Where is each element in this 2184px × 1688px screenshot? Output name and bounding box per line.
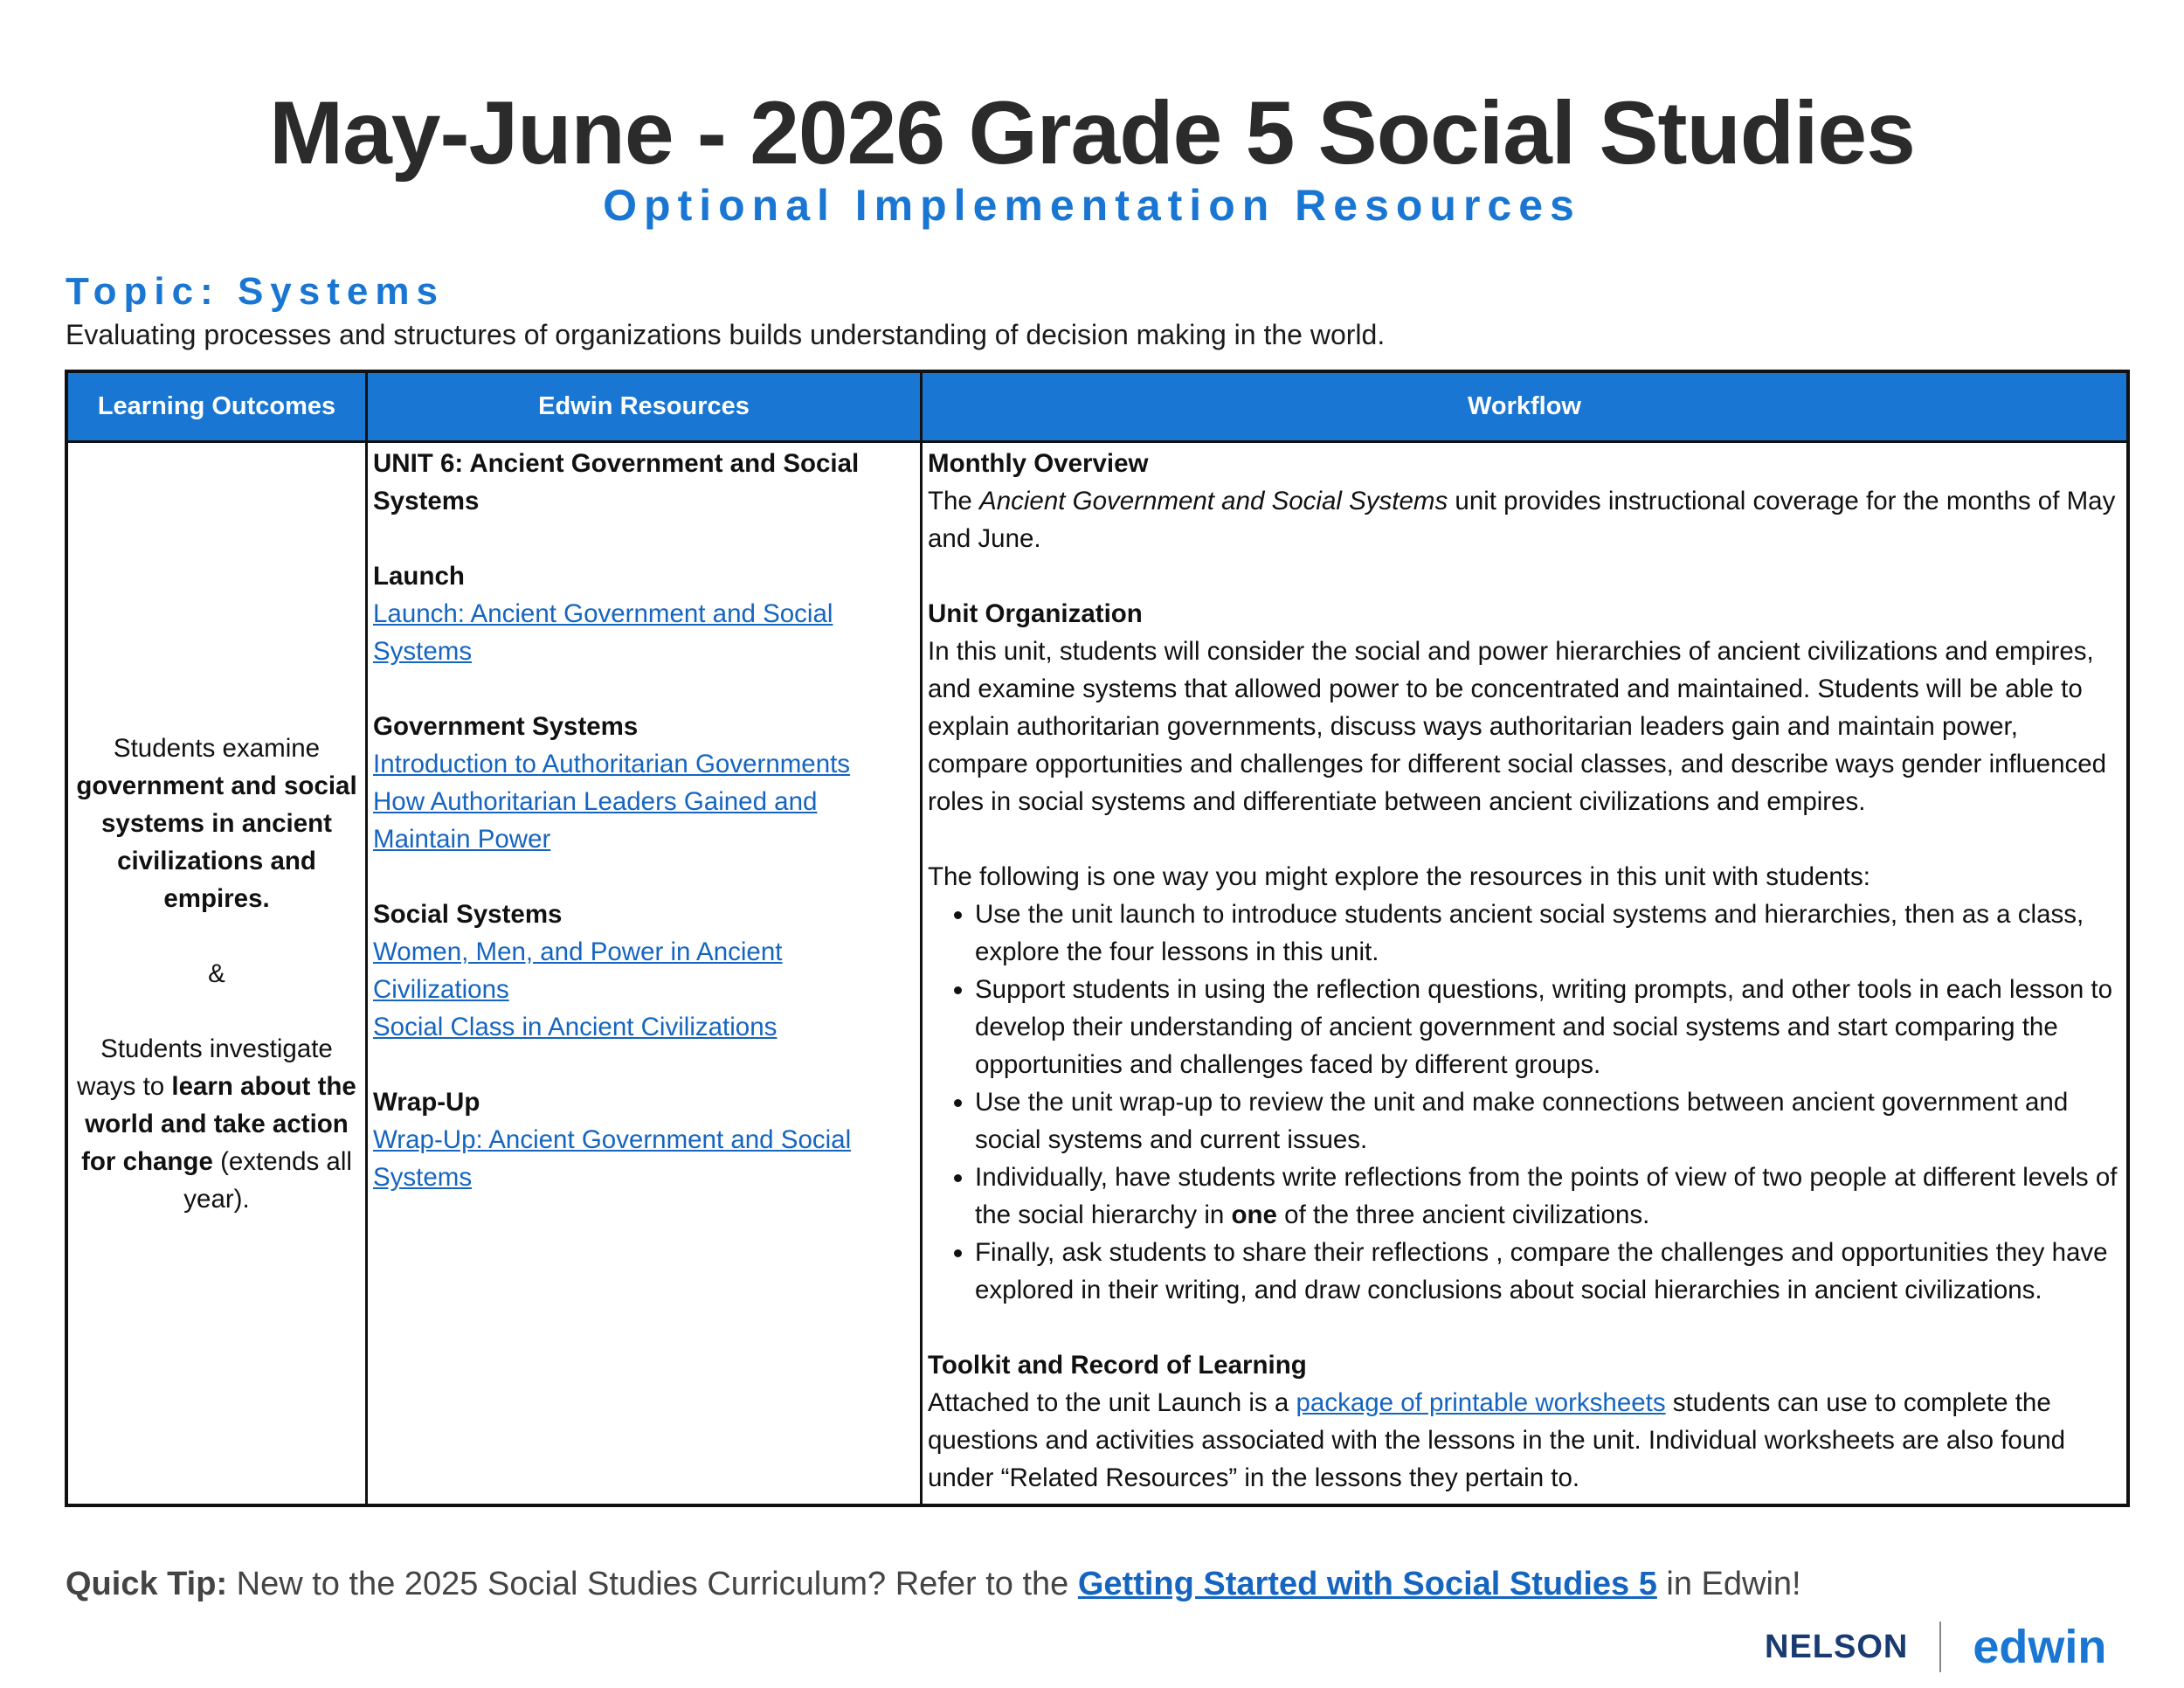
link-printable-worksheets[interactable]: package of printable worksheets [1296,1388,1666,1417]
workflow-step: • Use the unit wrap-up to review the unit and make connections between ancient government and social systems and current issues. [975,1083,2121,1159]
section-heading-launch: Launch [373,562,465,591]
quick-tip-text: New to the 2025 Social Studies Curriculum? Refer to the [236,1566,1069,1602]
link-authoritarian-leaders-power[interactable]: How Authoritarian Leaders Gained and Maintain Power [373,787,818,854]
page-subtitle: Optional Implementation Resources [603,181,1581,230]
monthly-overview-heading: Monthly Overview [928,449,1149,478]
outcome-ampersand: & [208,958,225,988]
outcome-2-note: (extends all year). [183,1146,352,1214]
quick-tip-label: Quick Tip: [66,1566,228,1602]
unit-organization-text: In this unit, students will consider the social and power hierarchies of ancient civilizations and empires, and examine systems that allowed power to be concentrated and maintained. Students will be able to explain authoritarian governments, discuss ways authoritarian leaders gain and maintain power, compare opportunities and challenges for different social classes, and describe ways gender influenced roles in social systems and differentiate between ancient civilizations and empires. [928,637,2107,816]
quick-tip [66,1562,1801,1606]
learning-outcomes-cell [68,443,365,1504]
workflow-step: • Support students in using the reflection questions, writing prompts, and other tools in each lesson to develop their understanding of ancient government and social systems and start comparing the opportunities and challenges faced by different groups. [975,971,2121,1083]
resources-table [65,370,2130,1507]
topic-description: Evaluating processes and structures of organizations builds understanding of decision making in the world. [66,319,1386,350]
edwin-logo: edwin [1973,1621,2107,1673]
outcome-2-emphasis: learn about the world and take action for change [81,1071,356,1176]
link-social-class[interactable]: Social Class in Ancient Civilizations [373,1013,778,1041]
link-intro-authoritarian-governments[interactable]: Introduction to Authoritarian Governments [373,750,851,778]
unit-title: UNIT 6: Ancient Government and Social Systems [373,449,860,515]
unit-organization-heading: Unit Organization [928,599,1143,628]
edwin-resources-cell [365,443,920,1504]
header-learning-outcomes: Learning Outcomes [68,373,365,443]
step-4-emphasis: one [1231,1200,1277,1229]
outcome-1 [75,730,358,917]
topic-label: Topic: Systems [66,270,445,313]
outcome-2-text: Students investigate ways to [77,1034,333,1101]
workflow-step: • Finally, ask students to share their reflections , compare the challenges and opportunities they have explored in their writing, and draw conclusions about social hierarchies in ancient civilizations. [975,1234,2121,1309]
overview-unit-name: Ancient Government and Social Systems [979,487,1448,515]
link-launch[interactable]: Launch: Ancient Government and Social Systems [373,599,833,666]
outcome-1-emphasis: government and social systems in ancient civilizations and empires. [76,771,357,913]
overview-text-end: unit provides instructional coverage for the months of May and June. [928,487,2116,553]
monthly-overview-text [928,482,2121,557]
nelson-logo: NELSON [1765,1628,1909,1665]
overview-text-start: The [928,487,972,515]
link-wrap-up[interactable]: Wrap-Up: Ancient Government and Social Systems [373,1125,852,1192]
toolkit-text-start: Attached to the unit Launch is a [928,1388,1289,1417]
section-heading-social-systems: Social Systems [373,900,563,929]
outcome-1-text: Students examine [113,733,321,763]
link-getting-started[interactable]: Getting Started with Social Studies 5 [1077,1566,1657,1602]
toolkit-heading: Toolkit and Record of Learning [928,1351,1307,1380]
footer-logos [1765,1616,2106,1678]
link-women-men-power[interactable]: Women, Men, and Power in Ancient Civilizations [373,937,783,1004]
step-4-text-start: Individually, have students write reflections from the points of view of two people at different levels of the social hierarchy in [975,1163,2118,1229]
toolkit-text-end: students can use to complete the questions and activities associated with the lessons in the unit. Individual worksheets are also found under “Related Resources” in the lessons they pertain to. [928,1388,2066,1492]
section-heading-wrap-up: Wrap-Up [373,1088,480,1117]
workflow-cell [920,443,2126,1504]
workflow-intro: The following is one way you might explore the resources in this unit with students: [928,862,1870,891]
outcome-2 [75,1030,358,1218]
page-title: May-June - 2026 Grade 5 Social Studies [269,83,1915,183]
header-edwin-resources: Edwin Resources [365,373,920,443]
logo-divider [1939,1622,1941,1672]
header-workflow: Workflow [920,373,2126,443]
section-heading-government-systems: Government Systems [373,712,639,741]
workflow-steps [928,896,2121,1309]
step-4-text-end: of the three ancient civilizations. [1284,1200,1650,1229]
toolkit-text [928,1384,2121,1497]
workflow-step: • Use the unit launch to introduce students ancient social systems and hierarchies, then as a class, explore the four lessons in this unit. [975,896,2121,971]
quick-tip-end: in Edwin! [1666,1566,1801,1602]
workflow-step [975,1159,2121,1234]
